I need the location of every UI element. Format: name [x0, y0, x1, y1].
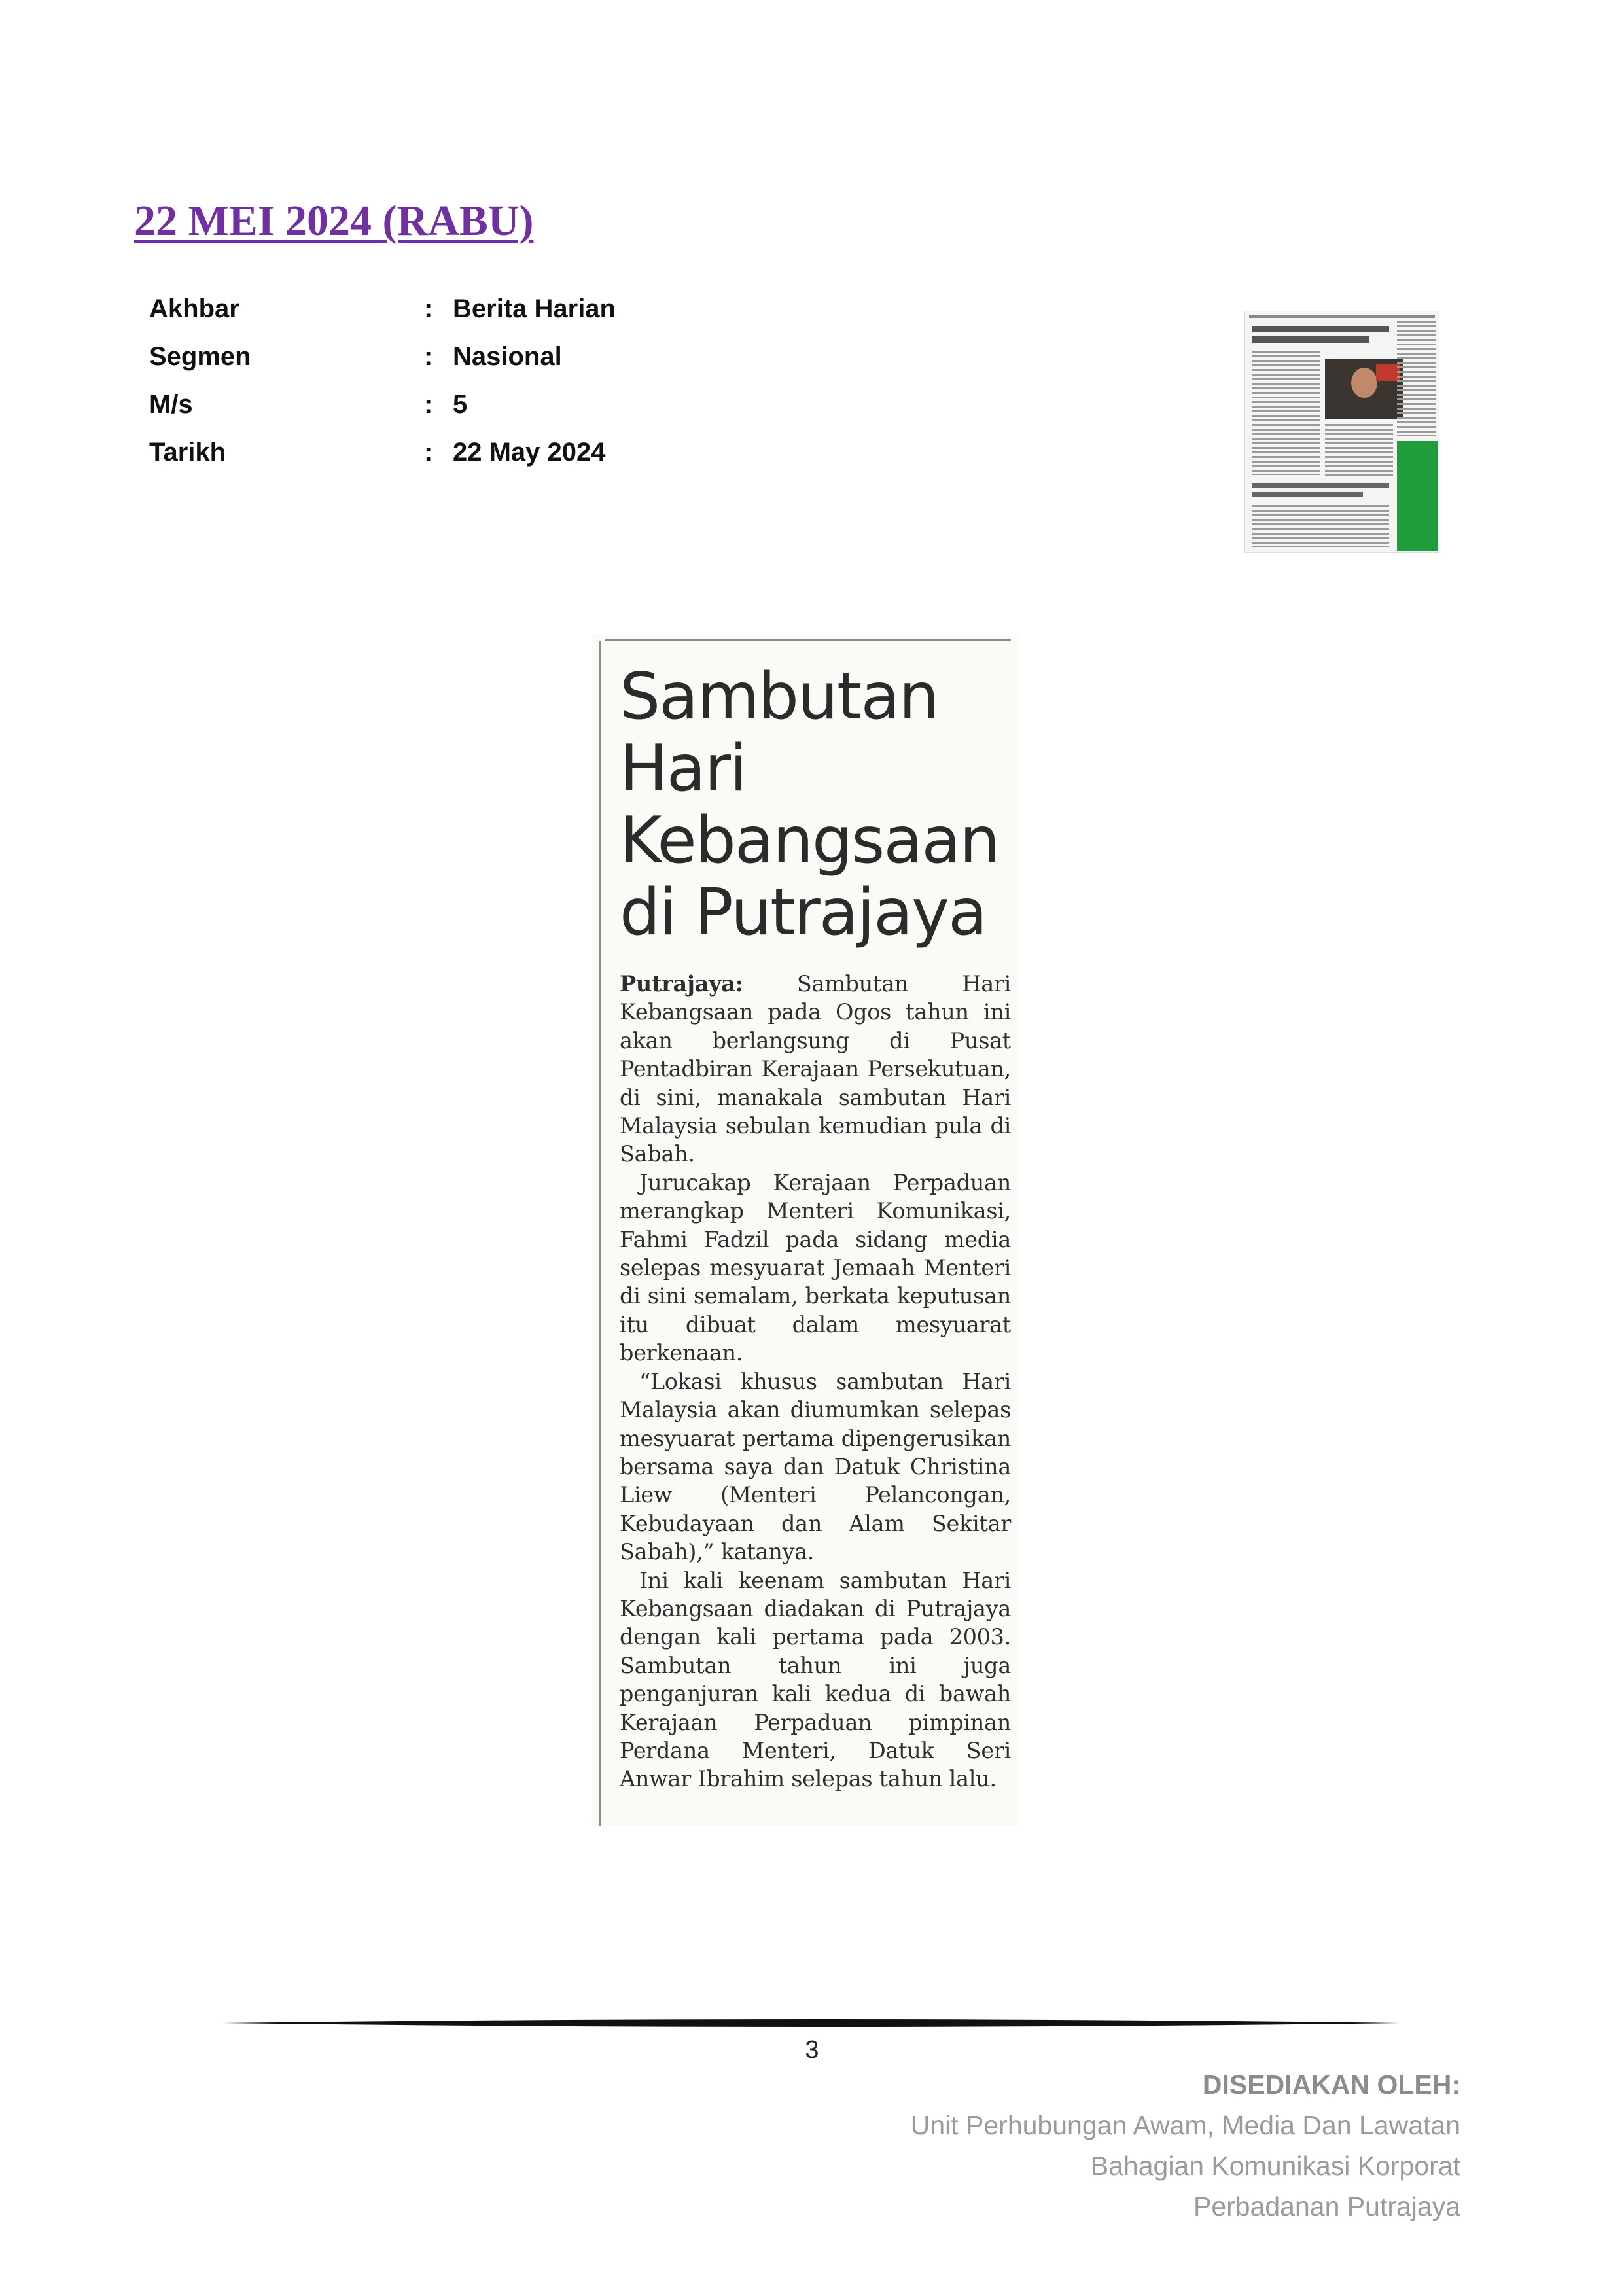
article-paragraph: Jurucakap Kerajaan Perpaduan merangkap Menteri Komunikasi, Fahmi Fadzil pada sidang media selepas mesyuarat Jemaah Menteri di sini semalam, berkata keputusan itu dibuat dalam mesyuarat berkenaan.: [620, 1169, 1011, 1366]
footer-divider: [222, 2015, 1400, 2031]
meta-colon: :: [424, 438, 433, 467]
clipping-left-rule: [599, 641, 601, 1826]
paragraph-text: Sambutan Hari Kebangsaan pada Ogos tahun ini akan berlangsung di Pusat Pentadbiran Kerajaan Persekutuan, di sini, manakala sambutan Hari Malaysia sebulan kemudian pula di Sabah.: [620, 971, 1011, 1167]
thumbnail-photo: [1325, 359, 1403, 419]
meta-value: 22 May 2024: [453, 438, 606, 467]
prepared-by-label: DISEDIAKAN OLEH:: [1202, 2070, 1460, 2100]
article-paragraph: “Lokasi khusus sambutan Hari Malaysia akan diumumkan selepas mesyuarat pertama dipengerusikan bersama saya dan Datuk Christina Liew (Menteri Pelancongan, Kebudayaan dan Alam Sekitar Sabah),” katanya.: [620, 1368, 1011, 1565]
meta-value: 5: [453, 390, 468, 419]
thumbnail-quote-line: [1252, 483, 1389, 488]
newspaper-page-thumbnail: [1244, 311, 1439, 553]
article-dateline: Putrajaya:: [620, 971, 743, 997]
meta-label: Akhbar: [149, 294, 239, 323]
headline-line: Hari: [620, 732, 747, 806]
date-heading: 22 MEI 2024 (RABU): [134, 197, 534, 245]
clipping-body: [620, 970, 1011, 1793]
thumbnail-text-block: [1325, 424, 1393, 476]
thumbnail-quote-line: [1252, 492, 1363, 497]
headline-line: di Putrajaya: [620, 875, 987, 950]
thumbnail-headline-line: [1252, 336, 1369, 343]
meta-value: Nasional: [453, 342, 562, 371]
article-paragraph: [620, 970, 1011, 1169]
thumbnail-text-block: [1252, 351, 1320, 475]
clipping-headline: [620, 661, 1012, 949]
meta-colon: :: [424, 294, 433, 323]
thumbnail-text-block: [1252, 505, 1389, 547]
prepared-by-line: Bahagian Komunikasi Korporat: [1090, 2151, 1460, 2181]
prepared-by-block: [911, 2064, 1460, 2227]
meta-colon: :: [424, 342, 433, 371]
meta-label: Tarikh: [149, 438, 226, 467]
headline-line: Kebangsaan: [620, 804, 999, 878]
meta-colon: :: [424, 390, 433, 419]
thumbnail-headline-line: [1252, 326, 1389, 332]
newspaper-clipping: [592, 635, 1017, 1826]
thumbnail-photo-backdrop: [1376, 364, 1400, 381]
thumbnail-photo-face: [1351, 368, 1377, 398]
meta-value: Berita Harian: [453, 294, 616, 323]
meta-label: Segmen: [149, 342, 251, 371]
prepared-by-line: Unit Perhubungan Awam, Media Dan Lawatan: [910, 2110, 1460, 2140]
prepared-by-line: Perbadanan Putrajaya: [1193, 2191, 1460, 2221]
thumbnail-text-block: [1397, 321, 1436, 436]
headline-line: Sambutan: [620, 660, 938, 734]
page-number: 3: [805, 2036, 819, 2064]
thumbnail-green-ad: [1397, 441, 1438, 551]
meta-label: M/s: [149, 390, 193, 419]
article-paragraph: Ini kali keenam sambutan Hari Kebangsaan diadakan di Putrajaya dengan kali pertama pada 2003. Sambutan tahun ini juga penganjuran kali kedua di bawah Kerajaan Perpaduan pimpinan Perdana Menteri, Datuk Seri Anwar Ibrahim selepas tahun lalu.: [620, 1567, 1011, 1792]
clipping-top-rule: [605, 639, 1011, 641]
thumbnail-masthead-bar: [1249, 315, 1435, 318]
